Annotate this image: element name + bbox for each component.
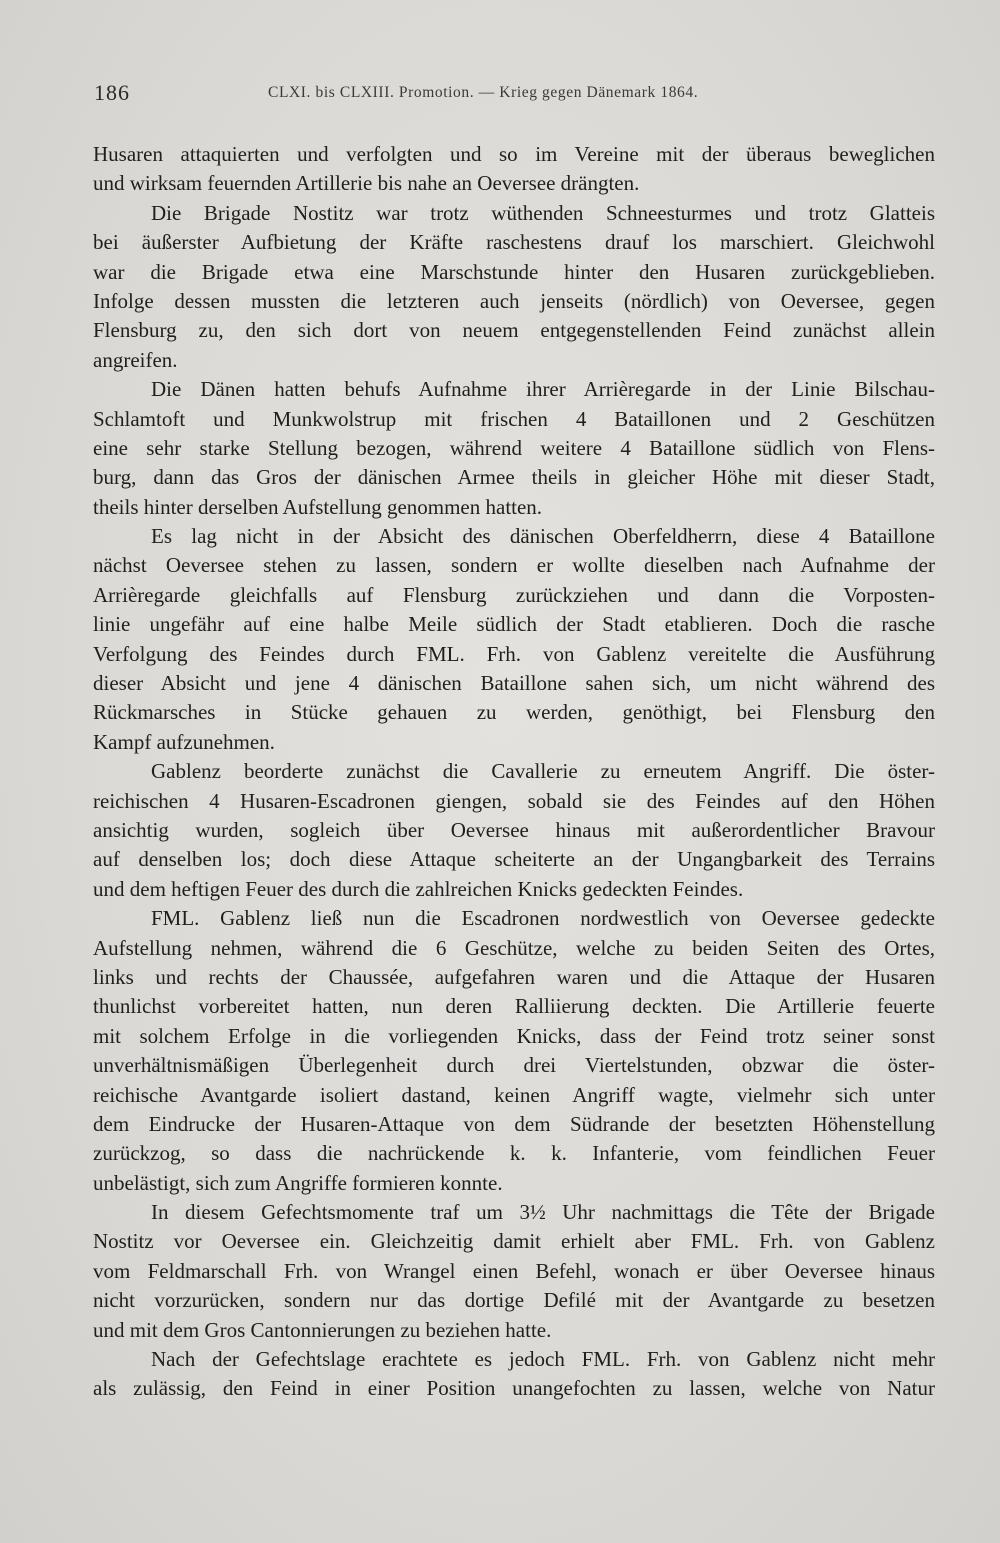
text-line: mit solchem Erfolge in die vorliegenden Knicks, dass der Feind trotz seiner sonst bbox=[93, 1023, 935, 1048]
text-line: links und rechts der Chaussée, aufgefahren waren und die Attaque der Husaren bbox=[93, 964, 935, 989]
text-line: Die Brigade Nostitz war trotz wüthenden Schneesturmes und trotz Glatteis bbox=[151, 200, 935, 225]
text-line: reichischen 4 Husaren-Escadronen giengen, sobald sie des Feindes auf den Höhen bbox=[93, 788, 935, 813]
text-line: Arrièregarde gleichfalls auf Flensburg zurückziehen und dann die Vorposten- bbox=[93, 582, 935, 607]
text-line: Gablenz beorderte zunächst die Cavallerie zu erneutem Angriff. Die öster- bbox=[151, 759, 935, 784]
text-line: Nach der Gefechtslage erachtete es jedoch FML. Frh. von Gablenz nicht mehr bbox=[151, 1347, 935, 1372]
text-line: Husaren attaquierten und verfolgten und so im Vereine mit der überaus beweglichen bbox=[93, 142, 935, 166]
text-line: reichische Avantgarde isoliert dastand, keinen Angriff wagte, vielmehr sich unter bbox=[93, 1082, 935, 1107]
text-line: Nostitz vor Oeversee ein. Gleichzeitig damit erhielt aber FML. Frh. von Gablenz bbox=[93, 1229, 935, 1254]
text-line: unbelästigt, sich zum Angriffe formieren konnte. bbox=[93, 1170, 503, 1195]
text-line: und wirksam feuernden Artillerie bis nahe an Oeversee drängten. bbox=[93, 171, 640, 196]
text-line: dieser Absicht und jene 4 dänischen Bataillone sahen sich, um nicht während des bbox=[93, 671, 935, 696]
text-line: ansichtig wurden, sogleich über Oeversee hinaus mit außerordentlicher Bravour bbox=[93, 817, 935, 842]
body-text bbox=[93, 140, 935, 1404]
text-line: und mit dem Gros Cantonnierungen zu beziehen hatte. bbox=[93, 1317, 552, 1342]
text-line: zurückzog, so dass die nachrückende k. k. Infanterie, vom feindlichen Feuer bbox=[93, 1141, 935, 1166]
text-line: Schlamtoft und Munkwolstrup mit frischen 4 Bataillonen und 2 Geschützen bbox=[93, 406, 935, 431]
text-line: In diesem Gefechtsmomente traf um 3½ Uhr nachmittags die Tête der Brigade bbox=[151, 1200, 935, 1225]
text-line: Es lag nicht in der Absicht des dänischen Oberfeldherrn, diese 4 Bataillone bbox=[151, 524, 935, 549]
text-line: nächst Oeversee stehen zu lassen, sondern er wollte dieselben nach Aufnahme der bbox=[93, 553, 935, 578]
text-line: FML. Gablenz ließ nun die Escadronen nordwestlich von Oeversee gedeckte bbox=[151, 906, 935, 931]
text-line: und dem heftigen Feuer des durch die zahlreichen Knicks gedeckten Feindes. bbox=[93, 876, 744, 901]
text-line: thunlichst vorbereitet hatten, nun deren Ralliierung deckten. Die Artillerie feuerte bbox=[93, 994, 935, 1019]
text-line: eine sehr starke Stellung bezogen, während weitere 4 Bataillone südlich von Flens- bbox=[93, 435, 935, 460]
text-line: vom Feldmarschall Frh. von Wrangel einen Befehl, wonach er über Oeversee hinaus bbox=[93, 1258, 935, 1283]
text-line: Rückmarsches in Stücke gehauen zu werden, genöthigt, bei Flensburg den bbox=[93, 700, 935, 725]
text-line: dem Eindrucke der Husaren-Attaque von dem Südrande der besetzten Höhenstellung bbox=[93, 1111, 935, 1136]
text-line: war die Brigade etwa eine Marschstunde hinter den Husaren zurückgeblieben. bbox=[93, 259, 935, 284]
text-line: linie ungefähr auf eine halbe Meile südlich der Stadt etablieren. Doch die rasche bbox=[93, 612, 935, 637]
page-number: 186 bbox=[94, 80, 130, 105]
text-line: angreifen. bbox=[93, 347, 178, 372]
text-line: Kampf aufzunehmen. bbox=[93, 729, 275, 754]
text-line: Die Dänen hatten behufs Aufnahme ihrer Arrièregarde in der Linie Bilschau- bbox=[151, 377, 935, 402]
text-line: bei äußerster Aufbietung der Kräfte raschestens drauf los marschiert. Gleichwohl bbox=[93, 230, 935, 255]
text-line: theils hinter derselben Aufstellung genommen hatten. bbox=[93, 494, 543, 519]
text-line: nicht vorzurücken, sondern nur das dortige Defilé mit der Avantgarde zu besetzen bbox=[93, 1288, 935, 1313]
text-line: auf denselben los; doch diese Attaque scheiterte an der Ungangbarkeit des Terrains bbox=[93, 847, 935, 872]
text-line: Aufstellung nehmen, während die 6 Geschütze, welche zu beiden Seiten des Ortes, bbox=[93, 935, 935, 960]
page-header bbox=[92, 80, 952, 110]
text-line: burg, dann das Gros der dänischen Armee theils in gleicher Höhe mit dieser Stadt, bbox=[93, 465, 935, 490]
text-line: als zulässig, den Feind in einer Position unangefochten zu lassen, welche von Natur bbox=[93, 1376, 935, 1401]
text-line: unverhältnismäßigen Überlegenheit durch drei Viertelstunden, obzwar die öster- bbox=[93, 1053, 935, 1078]
text-line: Verfolgung des Feindes durch FML. Frh. von Gablenz vereitelte die Ausführung bbox=[93, 641, 935, 666]
text-line: Infolge dessen mussten die letzteren auch jenseits (nördlich) von Oeversee, gegen bbox=[93, 288, 935, 313]
text-line: Flensburg zu, den sich dort von neuem entgegenstellenden Feind zunächst allein bbox=[93, 318, 935, 343]
running-title: CLXI. bis CLXIII. Promotion. — Krieg gegen Dänemark 1864. bbox=[268, 84, 699, 101]
